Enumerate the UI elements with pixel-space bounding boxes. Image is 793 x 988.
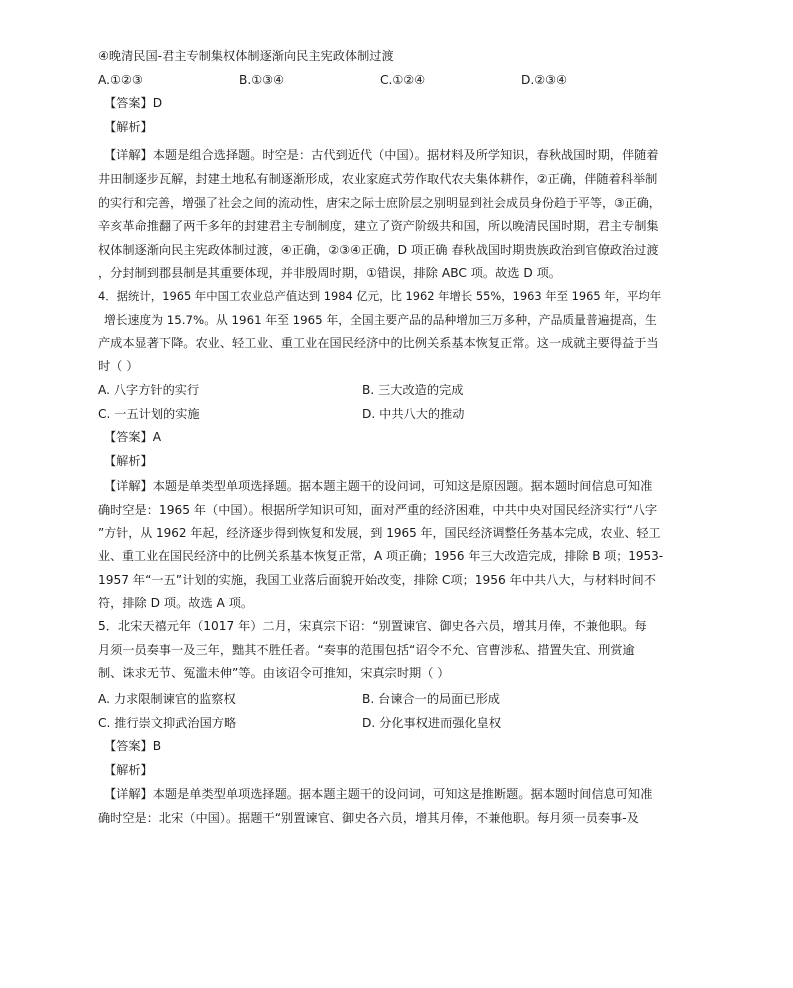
q4-stem-line: 4．据统计，1965 年中国工农业总产值达到 1984 亿元，比 1962 年增长 55%，1963 年至 1965 年，平均年 [98, 289, 662, 303]
q4-detail-line: ”方针，从 1962 年起，经济逐步得到恢复和发展，到 1965 年，国民经济调整任务基本完成，农业、轻工 [98, 526, 661, 540]
q5-stem-line: 制、诛求无节、冤滥未伸”等。由该诏令可推知，宋真宗时期（ ） [98, 666, 450, 680]
q4-detail-line: 【详解】本题是单类型单项选择题。据本题主题干的设问词，可知这是原因题。据本题时间信息可知准 [104, 479, 653, 493]
q3-option-b: B.①③④ [239, 73, 285, 87]
q4-stem-line: 时（ ） [98, 359, 139, 373]
q3-analysis-label: 【解析】 [104, 120, 153, 134]
q4-stem-line: 产成本显著下降。农业、轻工业、重工业在国民经济中的比例关系基本恢复正常。这一成就主要得益于当 [98, 336, 659, 350]
q4-answer: 【答案】A [104, 430, 162, 444]
q5-option-c: C. 推行崇文抑武治国方略 [98, 716, 237, 730]
q5-detail-line: 【详解】本题是单类型单项选择题。据本题主题干的设问词，可知这是推断题。据本题时间信息可知准 [104, 787, 653, 801]
q4-option-c: C. 一五计划的实施 [98, 407, 200, 421]
q4-detail-line: 业、重工业在国民经济中的比例关系基本恢复正常，A 项正确；1956 年三大改造完成，排除 B 项；1953- [98, 549, 664, 563]
q3-option-d: D.②③④ [521, 73, 568, 87]
q3-detail-line: 权体制逐渐向民主宪政体制过渡，④正确，②③④正确，D 项正确 春秋战国时期贵族政治到官僚政治过渡 [98, 243, 659, 257]
q4-option-b: B. 三大改造的完成 [362, 383, 464, 397]
q4-detail-line: 符，排除 D 项。故选 A 项。 [98, 596, 254, 610]
q4-detail-line: 1957 年“一五”计划的实施，我国工业落后面貌开始改变，排除 C项；1956 年中共八大，与材料时间不 [98, 573, 656, 587]
q3-detail-line: ，分封制到郡县制是其重要体现，并非殷周时期，①错误，排除 ABC 项。故选 D 项。 [98, 266, 561, 280]
q3-answer: 【答案】D [104, 96, 163, 110]
q4-stem-line: 增长速度为 15.7%。从 1961 年至 1965 年，全国主要产品的品种增加三万多种，产品质量普遍提高，生 [104, 313, 657, 327]
q5-option-b: B. 台谏合一的局面已形成 [362, 692, 500, 706]
q5-option-a: A. 力求限制谏官的监察权 [98, 692, 236, 706]
q4-option-d: D. 中共八大的推动 [362, 407, 465, 421]
q5-detail-line: 确时空是：北宋（中国）。据题干“别置谏官、御史各六员，增其月俸，不兼他职。每月须一员奏事-及 [98, 811, 639, 825]
q5-option-d: D. 分化事权进而强化皇权 [362, 716, 502, 730]
q5-stem-line: 5．北宋天禧元年（1017 年）二月，宋真宗下诏：“别置谏官、御史各六员，增其月俸，不兼他职。每 [98, 619, 647, 633]
q4-detail-line: 确时空是：1965 年（中国）。根据所学知识可知，面对严重的经济困难，中共中央对国民经济实行“八字 [98, 503, 658, 517]
q3-detail-line: 井田制逐步瓦解，封建土地私有制逐渐形成，农业家庭式劳作取代农夫集体耕作，②正确，伴随着科举制 [98, 172, 658, 186]
q3-statement-4: ④晚清民国-君主专制集权体制逐渐向民主宪政体制过渡 [98, 49, 394, 63]
q3-detail-line: 的实行和完善，增强了社会之间的流动性，唐宋之际士庶阶层之别明显到社会成员身份趋于平等，③正确， [98, 196, 661, 210]
q3-option-a: A.①②③ [98, 73, 143, 87]
q3-detail-line: 辛亥革命推翻了两千多年的封建君主专制制度，建立了资产阶级共和国，所以晚清民国时期，君主专制集 [98, 219, 659, 233]
q3-detail-line: 【详解】本题是组合选择题。时空是：古代到近代（中国）。据材料及所学知识，春秋战国时期，伴随着 [104, 148, 659, 162]
q4-option-a: A. 八字方针的实行 [98, 383, 200, 397]
q4-analysis-label: 【解析】 [104, 454, 153, 468]
q5-answer: 【答案】B [104, 739, 162, 753]
q5-analysis-label: 【解析】 [104, 763, 153, 777]
q5-stem-line: 月须一员奏事一及三年，黜其不胜任者。“奏事的范围包括“诏令不允、官曹涉私、措置失宜、刑赏逾 [98, 643, 635, 657]
q3-option-c: C.①②④ [380, 73, 426, 87]
